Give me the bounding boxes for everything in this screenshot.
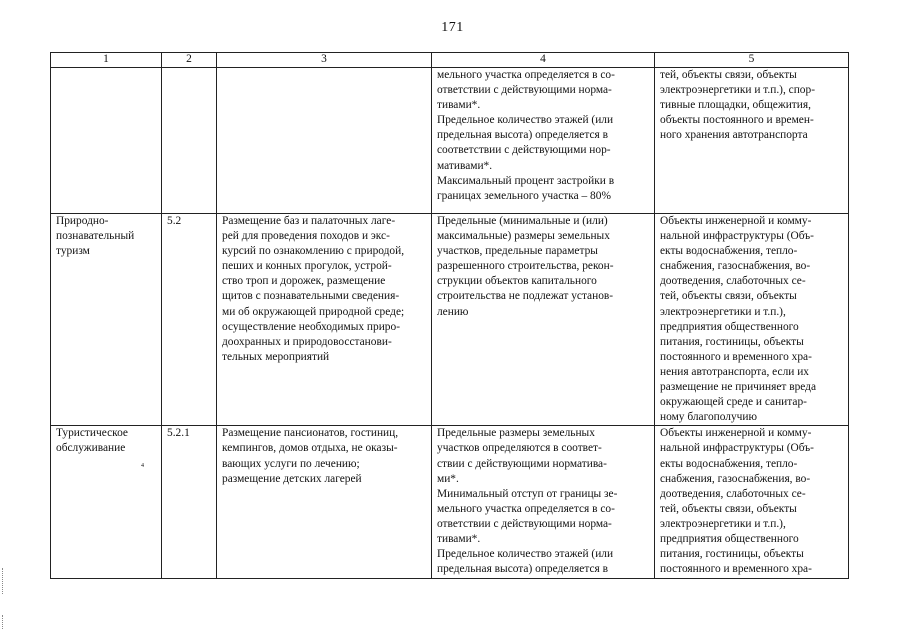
use-description: Размещение баз и палаточных лаге- рей для проведения походов и экс- курсий по ознакомлению с природой, пеших и конных прогулок, устрой- ство троп и дорожек, размещение щитов с познавательными сведения- ми об окружающей природной среде; осуществление необходимых приро- доохранных и природовосстанови- тельных мероприятий xyxy=(222,215,405,363)
permitted-objects: тей, объекты связи, объекты электроэнергетики и т.п.), спор- тивные площадки, общежития, объекты постоянного и времен- ного хранения автотранспорта xyxy=(660,69,815,142)
table-row xyxy=(51,68,849,214)
header-row xyxy=(51,53,849,68)
use-description-cell xyxy=(217,426,432,579)
use-name-cell xyxy=(51,214,162,426)
parameter-paragraph: мельного участка определяется в со- ответствии с действующими норма- тивами*. xyxy=(437,69,615,112)
parameters-cell xyxy=(432,426,655,579)
use-description: Размещение пансионатов, гостиниц, кемпингов, домов отдыха, не оказы- вающих услуги по лечению; размещение детских лагерей xyxy=(222,427,399,485)
parameter-paragraph: Предельное количество этажей (или предельная высота) определяется в xyxy=(437,548,614,576)
scan-edge-mark xyxy=(2,615,7,629)
parameter-paragraph: Минимальный отступ от границы зе- мельного участка определяется в со- ответствии с действующими норма- тивами*. xyxy=(437,487,618,545)
permitted-objects-cell xyxy=(655,214,849,426)
table-row xyxy=(51,426,849,579)
parameter-paragraph: Максимальный процент застройки в границах земельного участка – 80% xyxy=(437,174,615,202)
permitted-objects-cell xyxy=(655,68,849,214)
use-description-cell xyxy=(217,68,432,214)
parameters-cell xyxy=(432,68,655,214)
parameter-paragraph: Предельное количество этажей (или предельная высота) определяется в соответствии с действующими нор- мативами*. xyxy=(437,114,614,172)
column-header-1: 1 xyxy=(51,53,162,68)
scan-edge-mark xyxy=(2,568,7,594)
column-header-4: 4 xyxy=(432,53,655,68)
parameter-paragraph: Предельные размеры земельных участков определяются в соответ- ствии с действующими норматива- ми*. xyxy=(437,427,607,485)
land-use-table xyxy=(50,52,849,579)
parameter-paragraph: Предельные (минимальные и (или) максимальные) размеры земельных участков, предельные параметры разрешенного строительства, рекон- струкции объектов капитального строительства не подлежат установ- лению xyxy=(437,215,614,318)
parameters-cell xyxy=(432,214,655,426)
use-name: Туристическое обслуживание xyxy=(56,427,128,455)
use-code: 5.2.1 xyxy=(167,427,190,440)
permitted-objects-cell xyxy=(655,426,849,579)
use-code: 5.2 xyxy=(167,215,182,227)
permitted-objects: Объекты инженерной и комму- нальной инфраструктуры (Объ- екты водоснабжения, тепло- снабжения, газоснабжения, во- доотведения, слаботочных се- тей, объекты связи, объекты электроэнергетики и т.п.), предприятия общественного питания, гостиницы, объекты постоянного и временного хра- xyxy=(660,427,814,576)
use-code-cell xyxy=(162,214,217,426)
use-name: Природно- познавательный туризм xyxy=(56,215,135,258)
use-code-cell xyxy=(162,68,217,214)
use-description-cell xyxy=(217,214,432,426)
stray-mark: 4 xyxy=(141,463,144,469)
column-header-5: 5 xyxy=(655,53,849,68)
table-row xyxy=(51,214,849,426)
use-name-cell xyxy=(51,68,162,214)
column-header-3: 3 xyxy=(217,53,432,68)
use-name-cell xyxy=(51,426,162,579)
column-header-2: 2 xyxy=(162,53,217,68)
use-code-cell xyxy=(162,426,217,579)
permitted-objects: Объекты инженерной и комму- нальной инфраструктуры (Объ- екты водоснабжения, тепло- снабжения, газоснабжения, во- доотведения, слаботочных се- тей, объекты связи, объекты электроэнергетики и т.п.), предприятия общественного питания, гостиницы, объекты постоянного и временного хра- нения автотранспорта, если их размещение не причиняет вреда окружающей среде и санитар- ному благополучию xyxy=(660,215,817,424)
page-number: 171 xyxy=(441,20,464,35)
